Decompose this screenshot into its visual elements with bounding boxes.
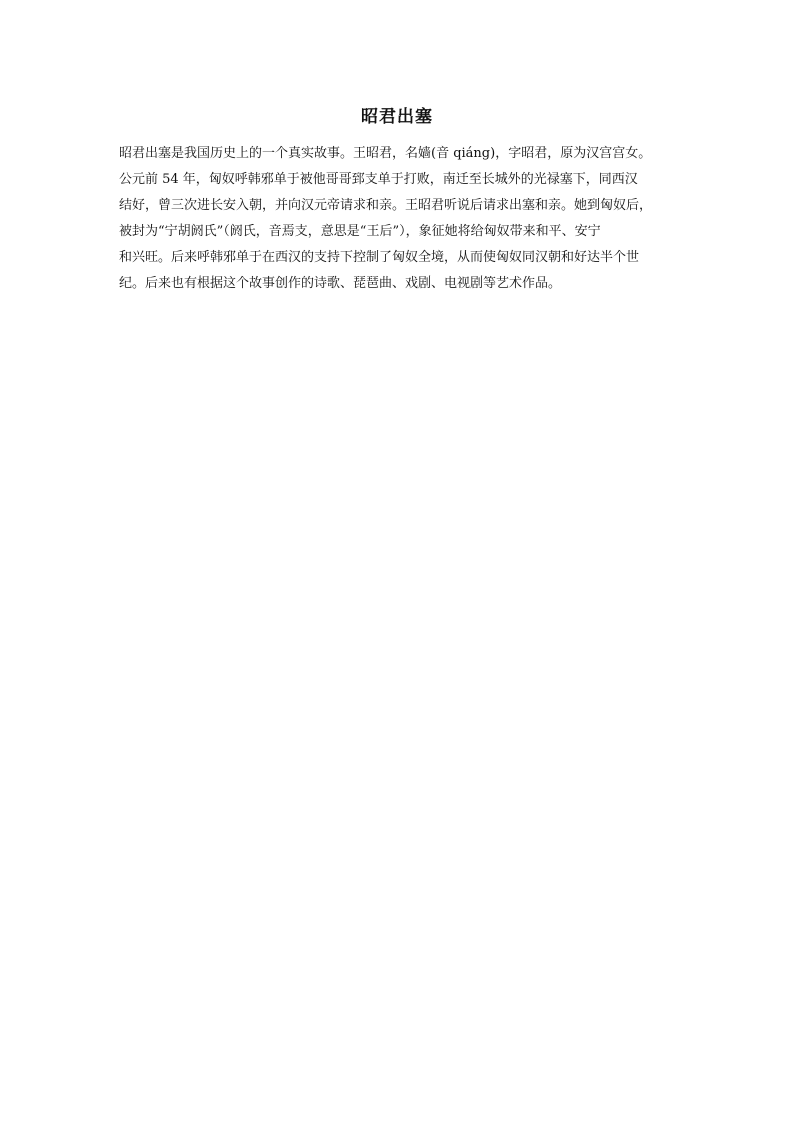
- paragraph-line: 公元前 54 年，匈奴呼韩邪单于被他哥哥郅支单于打败，南迁至长城外的光禄塞下，同西汉: [119, 172, 638, 187]
- paragraph-line: 被封为“宁胡阏氏”（阏氏，音焉支，意思是“王后”），象征她将给匈奴带来和平、安宁: [119, 224, 601, 239]
- body-paragraph: [119, 141, 691, 297]
- paragraph-line: 纪。后来也有根据这个故事创作的诗歌、琵琶曲、戏剧、电视剧等艺术作品。: [119, 276, 562, 291]
- paragraph-line: 昭君出塞是我国历史上的一个真实故事。王昭君，名嫱(音 qiáng)，字昭君，原为汉宫宫女。: [119, 146, 652, 161]
- paragraph-line: 结好，曾三次进长安入朝，并向汉元帝请求和亲。王昭君听说后请求出塞和亲。她到匈奴后，: [119, 198, 653, 213]
- page-title: 昭君出塞: [361, 107, 433, 127]
- paragraph-line: 和兴旺。后来呼韩邪单于在西汉的支持下控制了匈奴全境，从而使匈奴同汉朝和好达半个世: [119, 250, 640, 265]
